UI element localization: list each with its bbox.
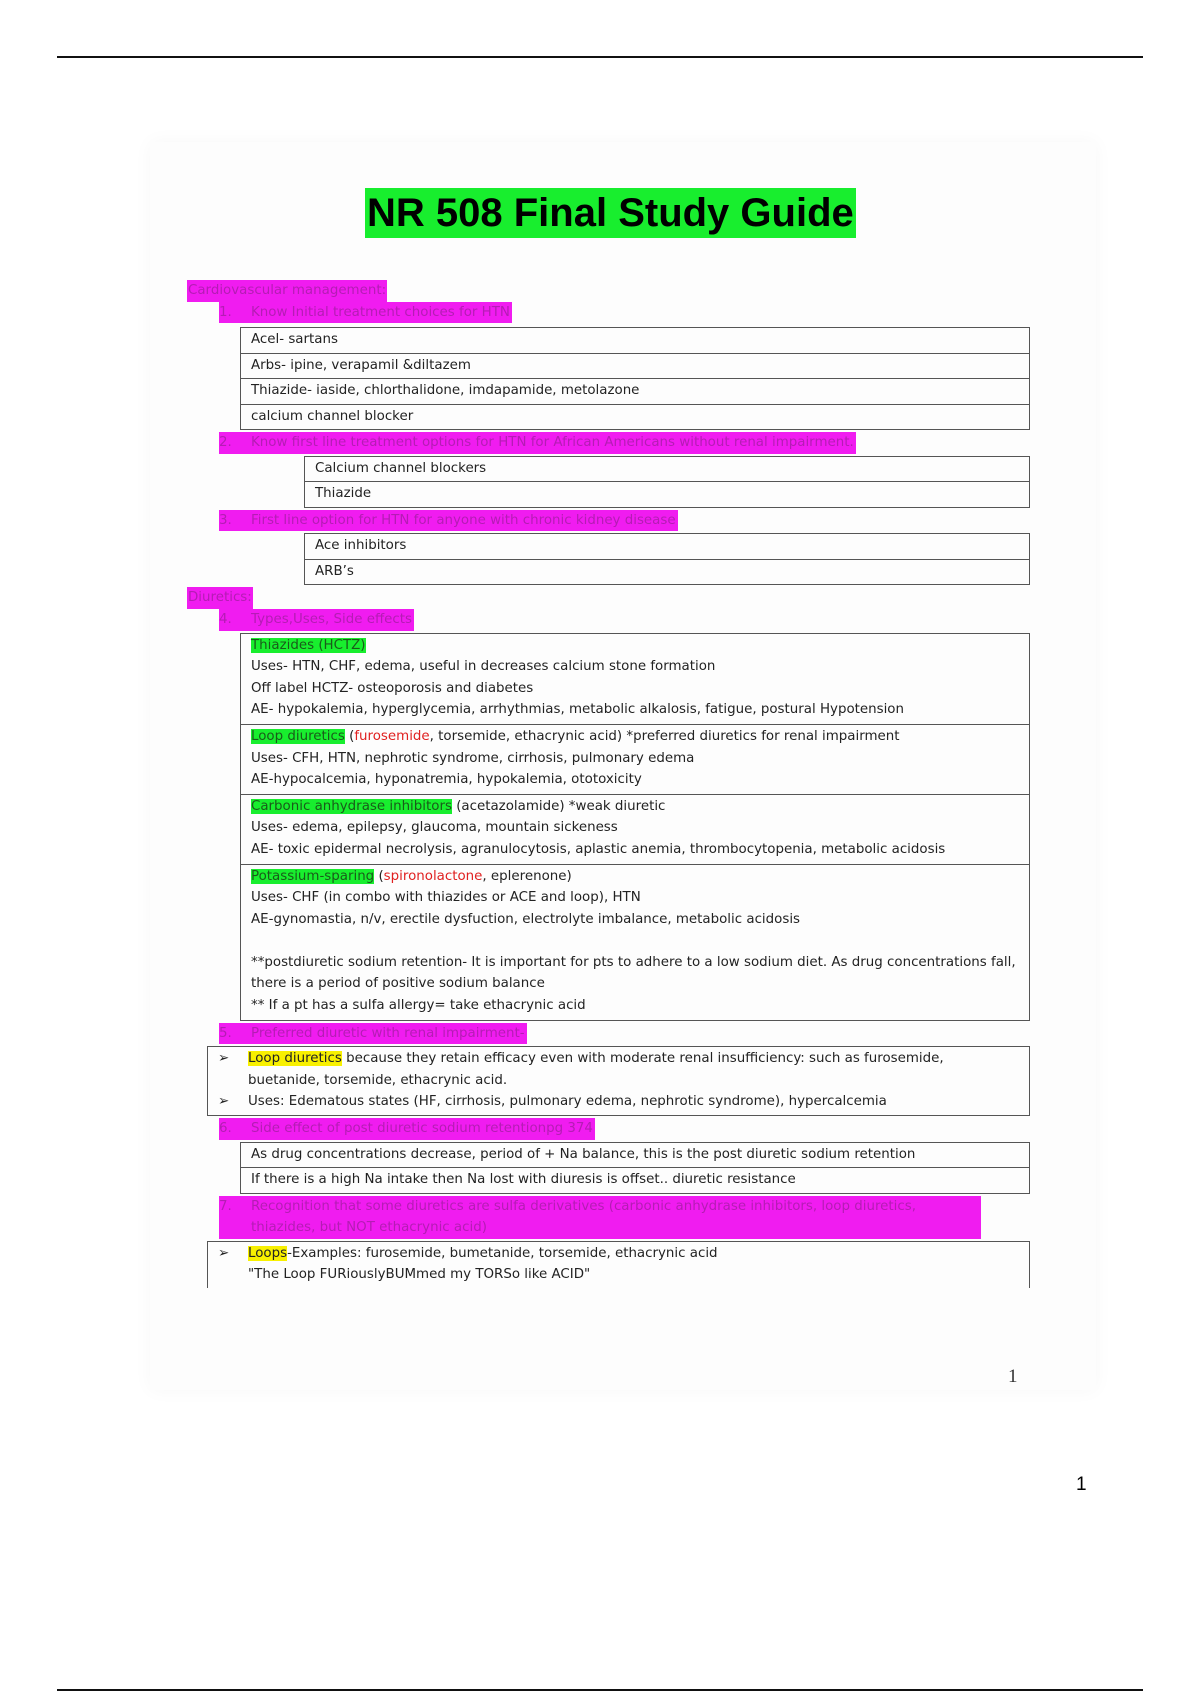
- table-row: As drug concentrations decrease, period of + Na balance, this is the post diuretic sodium retention: [241, 1143, 1029, 1169]
- table-row: If there is a high Na intake then Na lost with diuresis is offset.. diuretic resistance: [251, 1172, 796, 1188]
- study-guide-body: [187, 280, 1027, 1288]
- table-row: Calcium channel blockers: [305, 457, 1029, 483]
- carbonic-anhydrase-cell: Carbonic anhydrase inhibitors (acetazolamide) *weak diuretic Uses- edema, epilepsy, glaucoma, mountain sickeness AE- toxic epidermal necrolysis, agranulocytosis, aplastic anemia, thrombocytopenia, metabolic acidosis: [241, 795, 1029, 865]
- arrow-bullet-icon: ➢: [218, 1245, 230, 1261]
- table-row: Thiazide- iaside, chlorthalidone, imdapamide, metolazone: [241, 379, 1029, 405]
- page-number: 1: [1076, 1474, 1087, 1495]
- bottom-rule: [57, 1689, 1143, 1691]
- table-row: Thiazide: [315, 486, 372, 502]
- answer-box-7: [207, 1241, 1030, 1288]
- page-number-inner: 1: [1008, 1366, 1018, 1387]
- potassium-sparing-cell: Potassium-sparing (spironolactone, eplerenone) Uses- CHF (in combo with thiazides or ACE and loop), HTN AE-gynomastia, n/v, erectile dysfuction, electrolyte imbalance, metabolic acidosis **postdiuretic sodium retention- It is important for pts to adhere to a low sodium diet. As drug concentrations fall, there is a period of positive sodium balance ** If a pt has a sulfa allergy= take ethacrynic acid: [251, 868, 1016, 1014]
- list-item: ➢ Loop diuretics because they retain efficacy even with moderate renal insufficiency: such as furosemide, buetanide, torsemide, ethacrynic acid.: [218, 1048, 1019, 1091]
- potassium-heading: Potassium-sparing: [251, 868, 375, 884]
- question-2: 2. Know first line treatment options for HTN for African Americans without renal impairment.: [219, 432, 856, 454]
- arrow-bullet-icon: ➢: [218, 1051, 230, 1067]
- question-3: 3. First line option for HTN for anyone with chronic kidney disease: [219, 510, 678, 532]
- question-7: 7. Recognition that some diuretics are sulfa derivatives (carbonic anhydrase inhibitors, loop diuretics, thiazides, but NOT ethacrynic acid): [219, 1196, 981, 1239]
- top-rule: [57, 56, 1143, 58]
- question-5: 5. Preferred diuretic with renal impairment-: [219, 1023, 527, 1045]
- question-1: 1. Know Initial treatment choices for HTN: [219, 302, 512, 324]
- table-row: Arbs- ipine, verapamil &diltazem: [241, 354, 1029, 380]
- table-row: calcium channel blocker: [251, 408, 414, 424]
- answer-table-1: [240, 327, 1030, 430]
- arrow-bullet-icon: ➢: [218, 1094, 230, 1110]
- thiazides-heading: Thiazides (HCTZ): [251, 637, 366, 653]
- answer-table-4: [240, 633, 1030, 1021]
- section-heading-diuretics: Diuretics:: [187, 587, 253, 609]
- carbonic-heading: Carbonic anhydrase inhibitors: [251, 798, 452, 814]
- thiazides-cell: Thiazides (HCTZ) Uses- HTN, CHF, edema, useful in decreases calcium stone formation Off label HCTZ- osteoporosis and diabetes AE- hypokalemia, hyperglycemia, arrhythmias, metabolic alkalosis, fatigue, postural Hypotension: [241, 634, 1029, 725]
- loop-heading: Loop diuretics: [251, 728, 345, 744]
- answer-table-2: [304, 456, 1030, 508]
- list-item: ➢ Loops-Examples: furosemide, bumetanide, torsemide, ethacrynic acid "The Loop FURiouslyBUMmed my TORSo like ACID": [218, 1243, 1019, 1286]
- list-item: ➢ Uses: Edematous states (HF, cirrhosis, pulmonary edema, nephrotic syndrome), hypercalcemia: [218, 1091, 1019, 1113]
- answer-box-5: [207, 1046, 1030, 1116]
- section-heading-cardio: Cardiovascular management:: [187, 280, 387, 302]
- table-row: ARB’s: [315, 563, 354, 579]
- answer-table-3: [304, 533, 1030, 585]
- table-row: Acel- sartans: [241, 328, 1029, 354]
- loop-diuretics-cell: Loop diuretics (furosemide, torsemide, ethacrynic acid) *preferred diuretics for renal impairment Uses- CFH, HTN, nephrotic syndrome, cirrhosis, pulmonary edema AE-hypocalcemia, hyponatremia, hypokalemia, ototoxicity: [241, 725, 1029, 795]
- answer-table-6: [240, 1142, 1030, 1194]
- document-title: NR 508 Final Study Guide: [365, 188, 856, 238]
- table-row: Ace inhibitors: [305, 534, 1029, 560]
- question-6: 6. Side effect of post diuretic sodium retentionpg 374: [219, 1118, 595, 1140]
- question-4: 4. Types,Uses, Side effects: [219, 609, 414, 631]
